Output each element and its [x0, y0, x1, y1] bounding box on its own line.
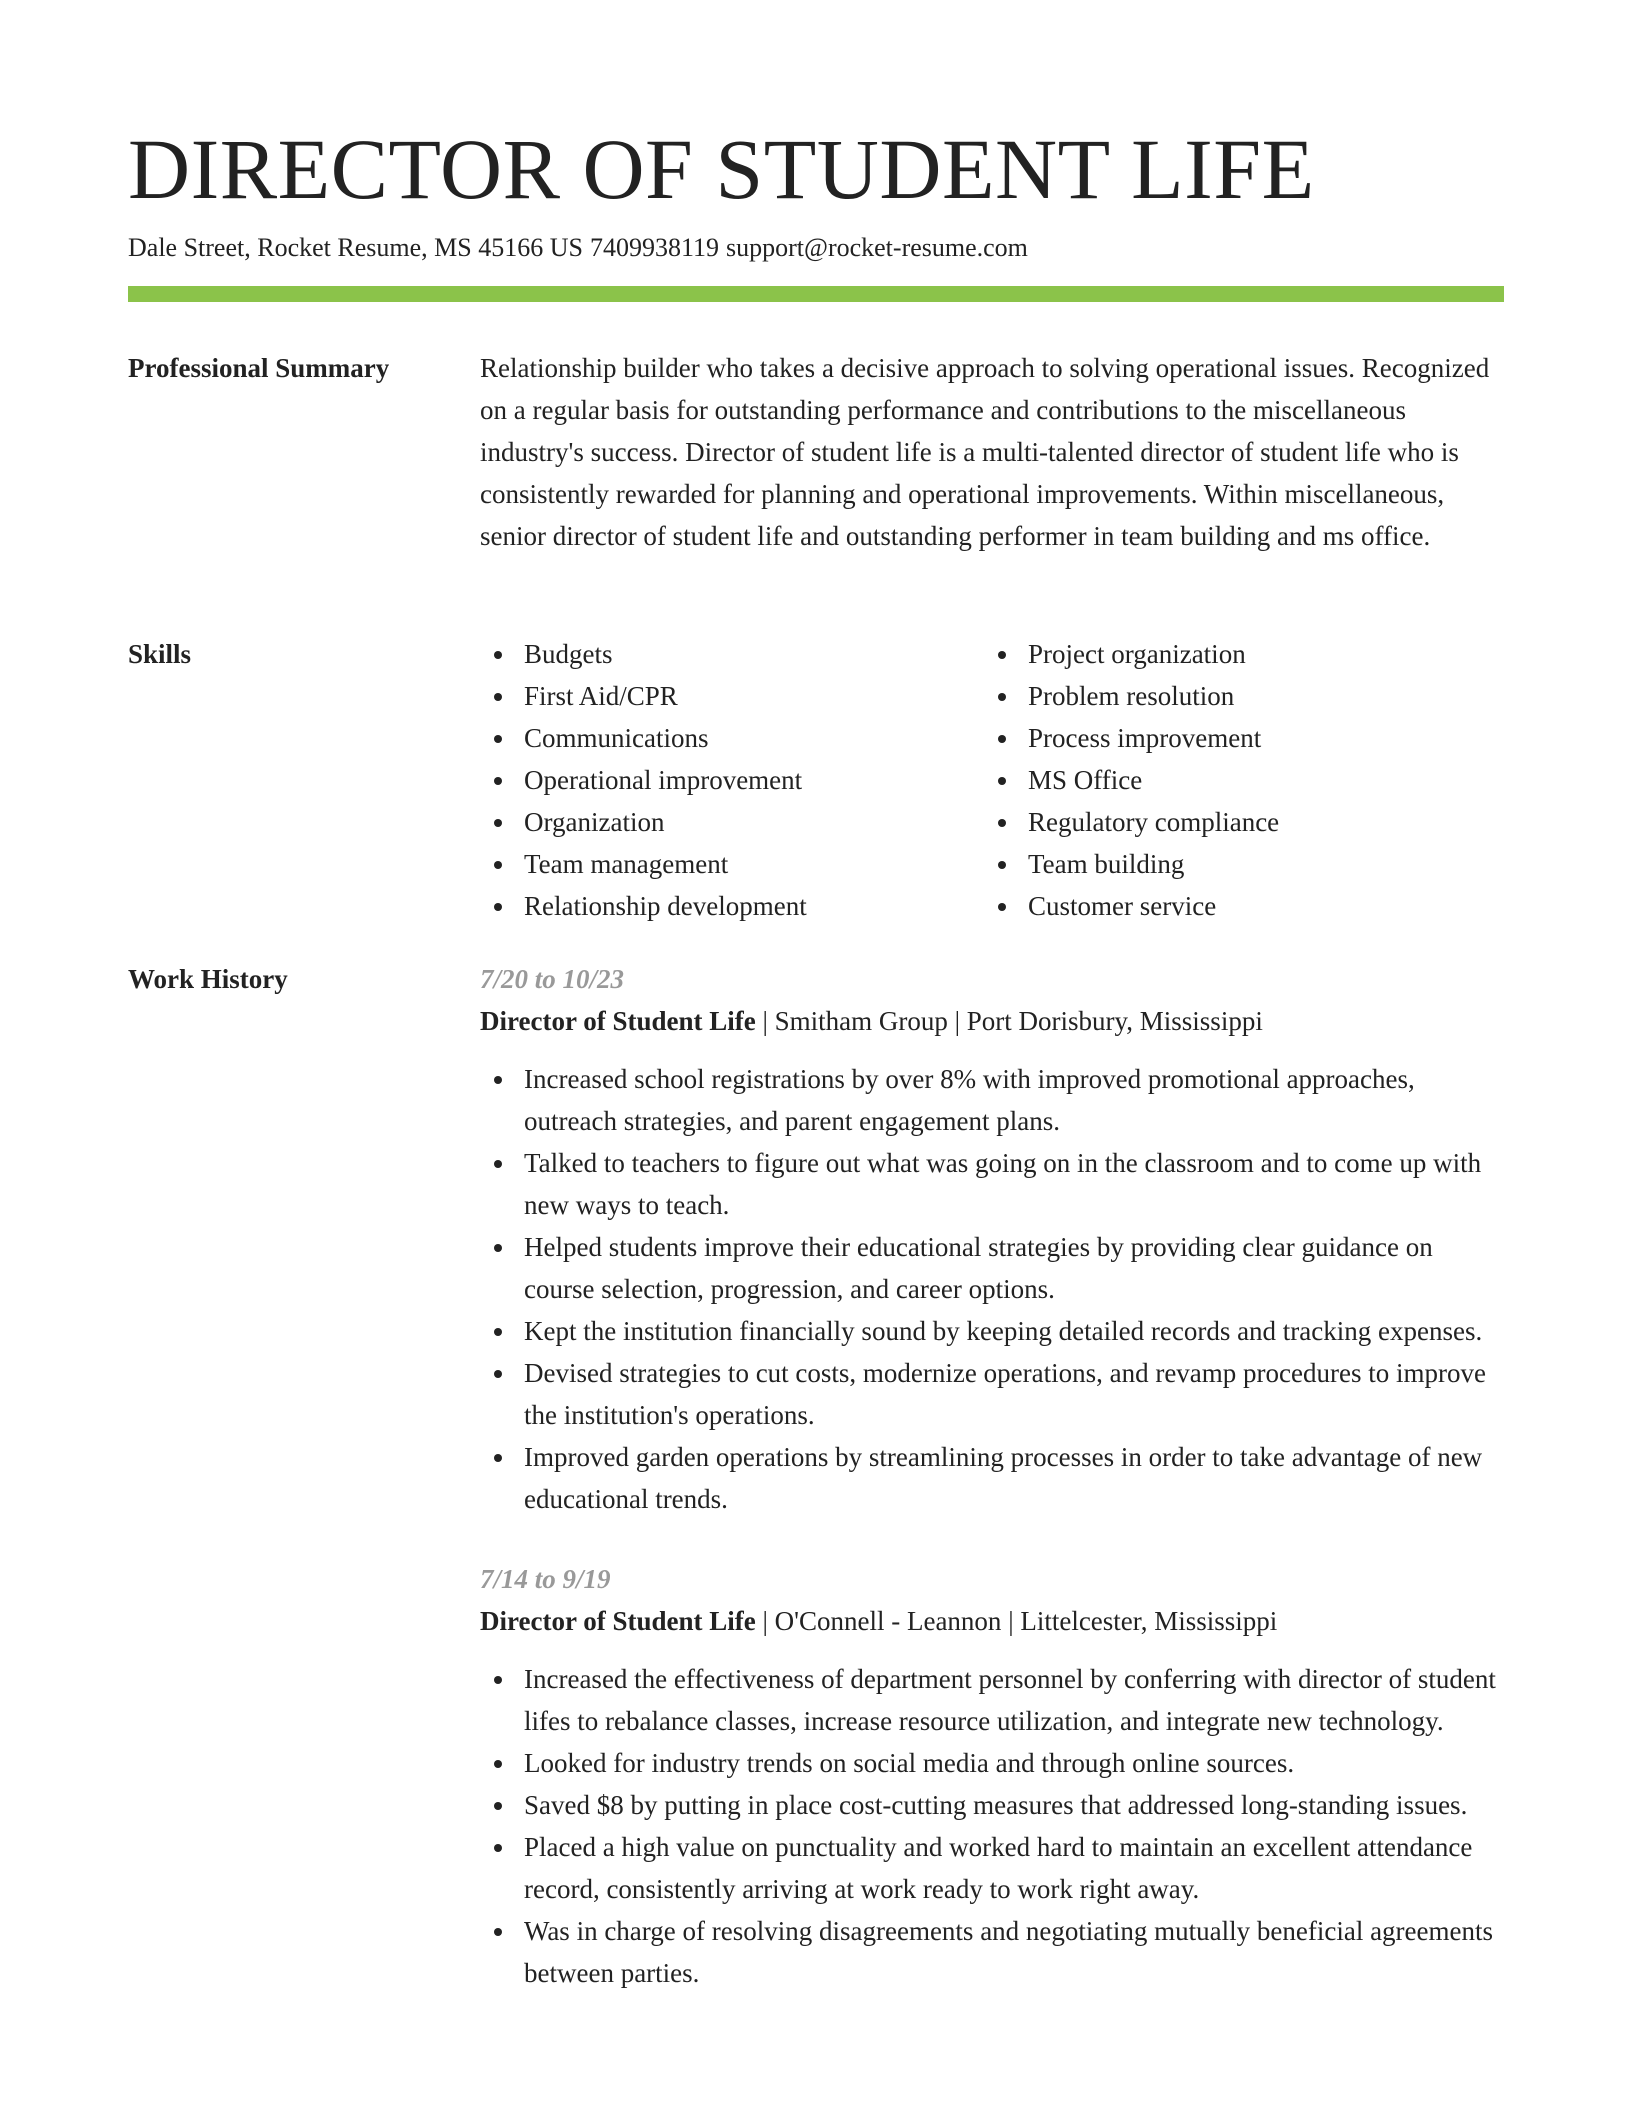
skill-item: Project organization	[984, 633, 1488, 675]
skill-item: Relationship development	[480, 885, 984, 927]
job-bullet-item: Increased the effectiveness of department personnel by conferring with director of student lifes to rebalance classes, increase resource utilization, and integrate new technology.	[480, 1658, 1504, 1742]
skill-item: First Aid/CPR	[480, 675, 984, 717]
skills-body	[480, 633, 1504, 927]
skill-item: Operational improvement	[480, 759, 984, 801]
job-bullet-item: Talked to teachers to figure out what was going on in the classroom and to come up with new ways to teach.	[480, 1142, 1504, 1226]
job-separator: |	[755, 1006, 775, 1036]
work-history-heading: Work History	[128, 964, 288, 994]
job-bullet-item: Devised strategies to cut costs, modernize operations, and revamp procedures to improve the institution's operations.	[480, 1352, 1504, 1436]
job-separator: |	[947, 1006, 967, 1036]
accent-divider	[128, 286, 1504, 302]
skill-item: Regulatory compliance	[984, 801, 1488, 843]
job-heading-line	[480, 1000, 1504, 1042]
summary-heading: Professional Summary	[128, 353, 390, 383]
job-bullet-item: Helped students improve their educational strategies by providing clear guidance on course selection, progression, and career options.	[480, 1226, 1504, 1310]
job-entry	[480, 958, 1504, 1520]
work-history-body	[480, 958, 1504, 2032]
job-bullets	[480, 1658, 1504, 1994]
skills-heading: Skills	[128, 639, 192, 669]
resume-title: DIRECTOR OF STUDENT LIFE	[128, 121, 1315, 217]
skill-item: Customer service	[984, 885, 1488, 927]
job-bullet-item: Saved $8 by putting in place cost-cutting measures that addressed long-standing issues.	[480, 1784, 1504, 1826]
skill-item: Problem resolution	[984, 675, 1488, 717]
job-bullets	[480, 1058, 1504, 1520]
job-bullet-item: Kept the institution financially sound by keeping detailed records and tracking expenses.	[480, 1310, 1504, 1352]
job-dates: 7/20 to 10/23	[480, 964, 625, 994]
summary-text: Relationship builder who takes a decisive approach to solving operational issues. Recognized on a regular basis for outstanding performance and contributions to the miscellaneous industry's success. Director of student life is a multi-talented director of student life who is consistently rewarded for planning and operational improvements. Within miscellaneous, senior director of student life and outstanding performer in team building and ms office.	[480, 353, 1490, 551]
skill-item: Organization	[480, 801, 984, 843]
job-company: Smitham Group	[774, 1006, 948, 1036]
job-bullet-item: Was in charge of resolving disagreements and negotiating mutually beneficial agreements between parties.	[480, 1910, 1504, 1994]
job-bullet-item: Looked for industry trends on social media and through online sources.	[480, 1742, 1504, 1784]
skill-item: Process improvement	[984, 717, 1488, 759]
contact-address: Dale Street, Rocket Resume, MS 45166 US	[128, 233, 583, 262]
job-separator: |	[755, 1606, 775, 1636]
job-title: Director of Student Life	[480, 1006, 756, 1036]
skill-item: Team building	[984, 843, 1488, 885]
job-heading-line	[480, 1600, 1504, 1642]
job-bullet-item: Increased school registrations by over 8% with improved promotional approaches, outreach strategies, and parent engagement plans.	[480, 1058, 1504, 1142]
contact-email: support@rocket-resume.com	[726, 233, 1028, 262]
skill-item: Team management	[480, 843, 984, 885]
job-title: Director of Student Life	[480, 1606, 756, 1636]
job-entry	[480, 1558, 1504, 1994]
skills-column-left	[480, 633, 984, 927]
job-separator: |	[1001, 1606, 1021, 1636]
job-bullet-item: Improved garden operations by streamlining processes in order to take advantage of new educational trends.	[480, 1436, 1504, 1520]
contact-phone: 7409938119	[589, 233, 719, 262]
skill-item: MS Office	[984, 759, 1488, 801]
job-dates: 7/14 to 9/19	[480, 1564, 611, 1594]
job-location: Port Dorisbury, Mississippi	[966, 1006, 1263, 1036]
skill-item: Communications	[480, 717, 984, 759]
skill-item: Budgets	[480, 633, 984, 675]
skills-column-right	[984, 633, 1488, 927]
contact-line	[128, 230, 1028, 266]
job-bullet-item: Placed a high value on punctuality and worked hard to maintain an excellent attendance record, consistently arriving at work ready to work right away.	[480, 1826, 1504, 1910]
job-location: Littelcester, Mississippi	[1020, 1606, 1278, 1636]
job-company: O'Connell - Leannon	[774, 1606, 1002, 1636]
summary-body	[480, 347, 1504, 557]
